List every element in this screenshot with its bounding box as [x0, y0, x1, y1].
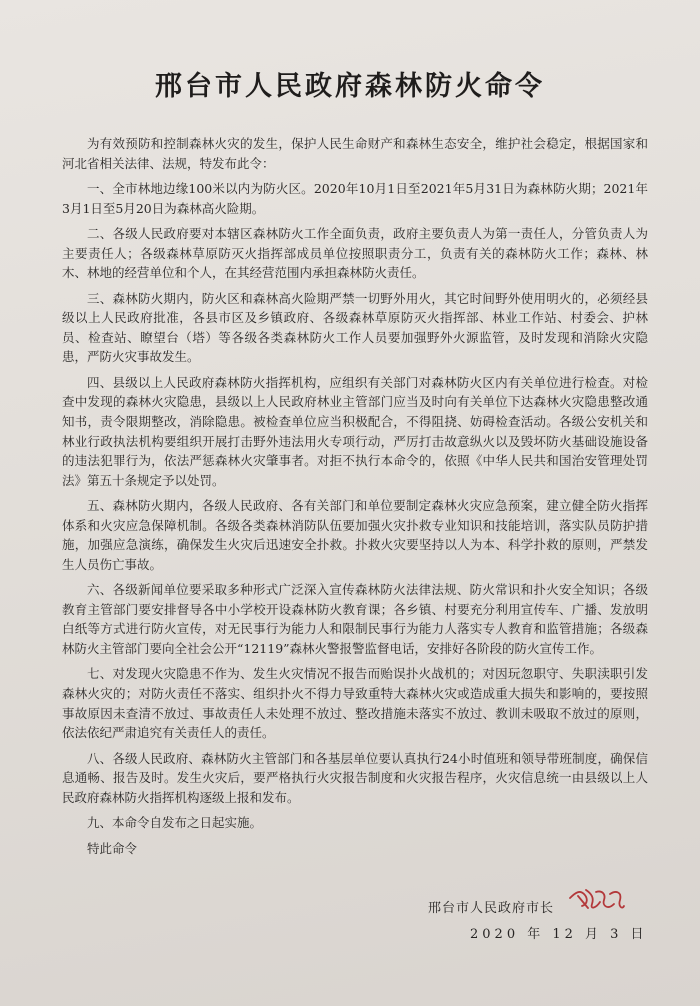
document-title: 邢台市人民政府森林防火命令: [155, 71, 545, 102]
article-7: 七、对发现火灾隐患不作为、发生火灾情况不报告而贻误扑火战机的；对因玩忽职守、失职渎职引发森林火灾的；对防火责任不落实、组织扑火不得力导致重特大森林火灾或造成重大损失和影响的，要按照事故原因未查清不放过、事故责任人未处理不放过、整改措施未落实不放过、教训未吸取不放过的原则，依法依纪严肃追究有关责任人的责任。: [62, 666, 648, 741]
closing-line: 特此命令: [87, 840, 138, 856]
document-body: [62, 134, 648, 864]
article-3: 三、森林防火期内，防火区和森林高火险期严禁一切野外用火，其它时间野外使用明火的，必须经县级以上人民政府批准，各县市区及乡镇政府、各级森林草原防灭火指挥部、林业工作站、村委会、护林员、检查站、瞭望台（塔）等各级各类森林防火工作人员要加强野外火源监管，及时发现和消除火灾隐患，严防火灾事故发生。: [62, 290, 648, 365]
article-8: 八、各级人民政府、森林防火主管部门和各基层单位要认真执行24小时值班和领导带班制度，确保信息通畅、报告及时。发生火灾后，要严格执行火灾报告制度和火灾报告程序，火灾信息统一由县级以上人民政府森林防火指挥机构逐级上报和发布。: [62, 750, 648, 805]
article-5: 五、森林防火期内，各级人民政府、各有关部门和单位要制定森林火灾应急预案，建立健全防火指挥体系和火灾应急保障机制。各级各类森林消防队伍要加强火灾扑救专业知识和技能培训，落实队员防护措施，加强应急演练，确保发生火灾后迅速安全扑救。扑救火灾要坚持以人为本、科学扑救的原则，严禁发生人员伤亡事故。: [62, 498, 648, 572]
signer-block: [428, 897, 554, 916]
signer-title: 邢台市人民政府市长: [428, 901, 555, 916]
issue-date: 2020 年 12 月 3 日: [470, 927, 648, 942]
article-6: 六、各级新闻单位要采取多种形式广泛深入宣传森林防火法律法规、防火常识和扑火安全知识；各级教育主管部门要安排督导各中小学校开设森林防火教育课；各乡镇、村要充分利用宣传车、广播、发放明白纸等方式进行防火宣传，对无民事行为能力人和限制民事行为能力人落实专人教育和监管措施；各级森林防火主管部门要向全社会公开“12119”森林火警报警监督电话，安排好各阶段的防火宣传工作。: [62, 582, 648, 657]
intro-paragraph: 为有效预防和控制森林火灾的发生，保护人民生命财产和森林生态安全，维护社会稳定，根据国家和河北省相关法律、法规，特发布此令：: [62, 136, 648, 171]
article-1: 一、全市林地边缘100米以内为防火区。2020年10月1日至2021年5月31日为森林防火期；2021年3月1日至5月20日为森林高火险期。: [62, 180, 648, 216]
article-4: 四、县级以上人民政府森林防火指挥机构，应组织有关部门对森林防火区内有关单位进行检查。对检查中发现的森林火灾隐患，县级以上人民政府林业主管部门应当及时向有关单位下达森林火灾隐患整改通知书，责令限期整改，消除隐患。被检查单位应当积极配合，不得阻挠、妨碍检查活动。各级公安机关和林业行政执法机构要组织开展打击野外违法用火专项行动，严厉打击故意纵火以及毁坏防火基础设施设备的违法犯罪行为，依法严惩森林火灾肇事者。对拒不执行本命令的，依照《中华人民共和国治安管理处罚法》第五十条规定予以处罚。: [62, 374, 648, 488]
article-9: 九、本命令自发布之日起实施。: [87, 815, 263, 831]
handwritten-signature: [566, 884, 626, 916]
article-2: 二、各级人民政府要对本辖区森林防火工作全面负责，政府主要负责人为第一责任人，分管负责人为主要责任人；各级森林草原防灭火指挥部成员单位按照职责分工，负责有关的森林防火工作；森林、林木、林地的经营单位和个人，在其经营范围内承担森林防火责任。: [62, 225, 648, 281]
